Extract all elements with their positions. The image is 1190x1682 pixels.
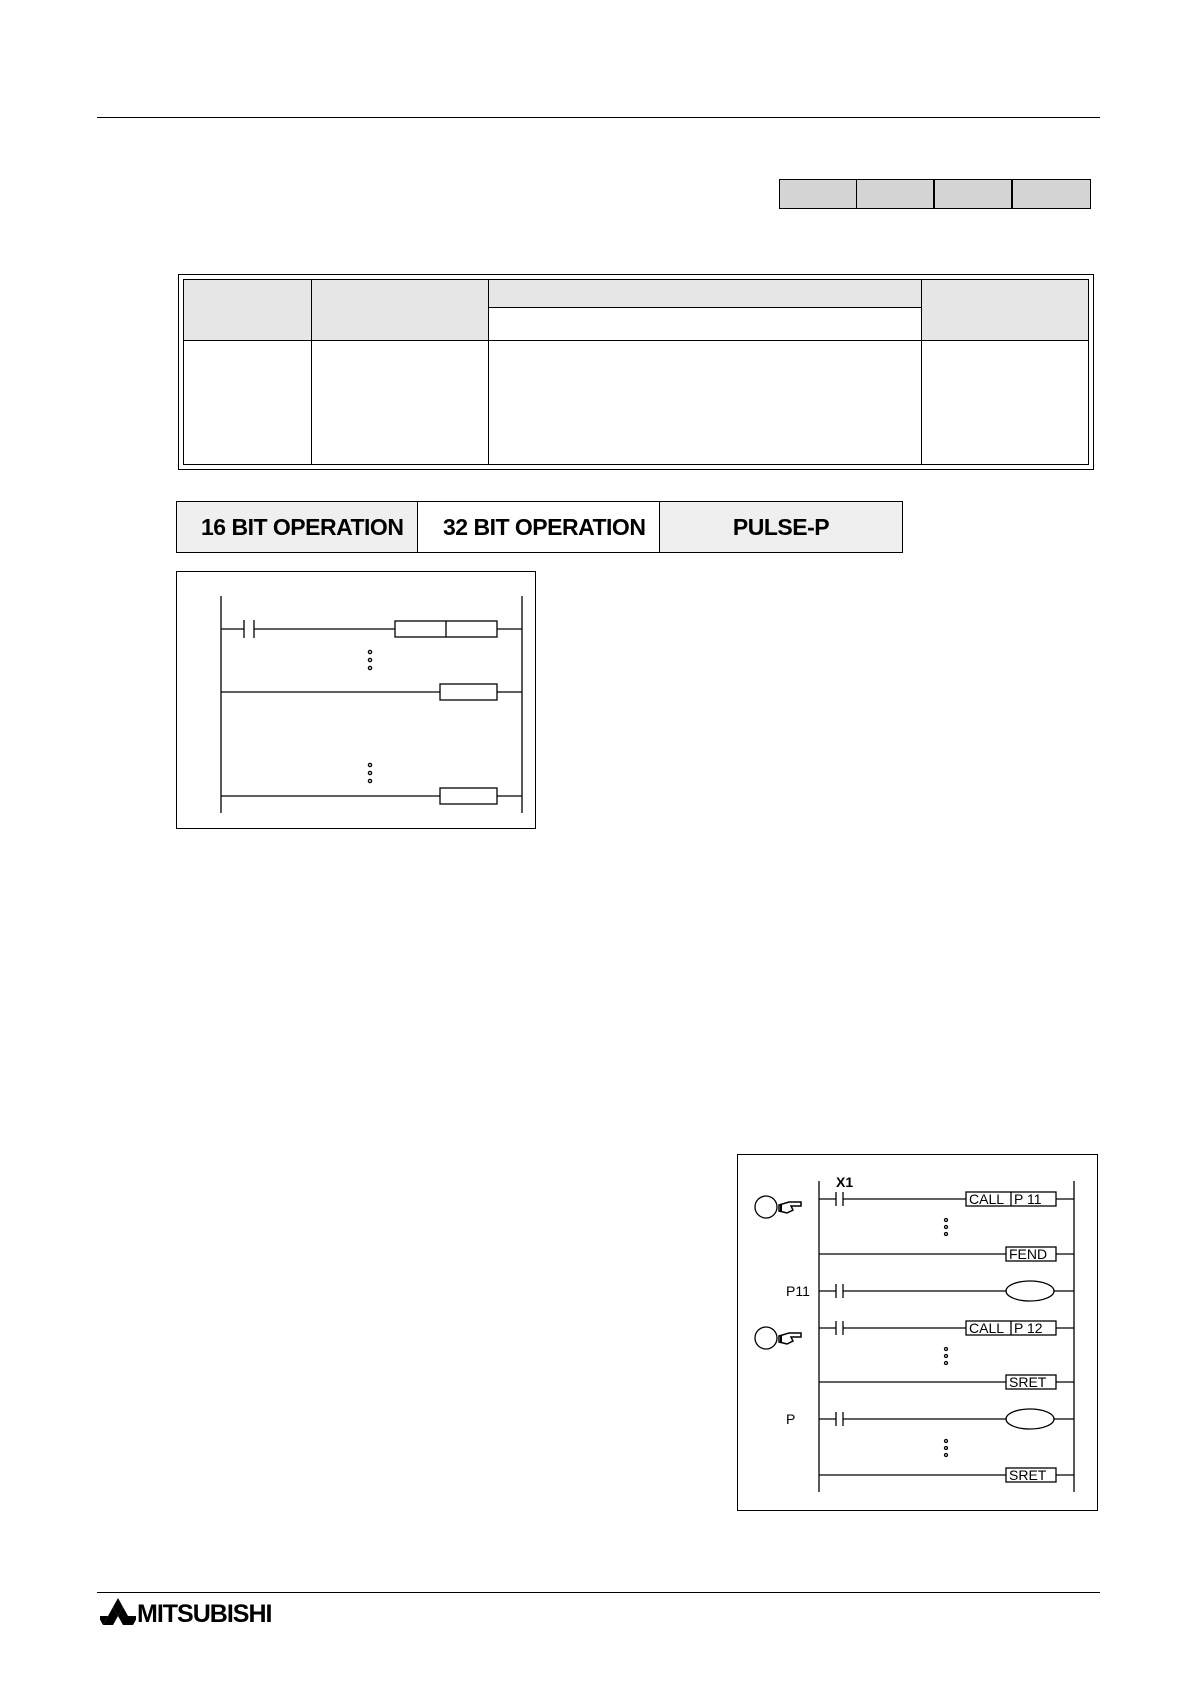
call-instruction-2: CALL (969, 1320, 1005, 1336)
sret-instruction-2: SRET (1009, 1467, 1047, 1483)
sret-instruction-1: SRET (1009, 1374, 1047, 1390)
header-tab-3 (934, 179, 1012, 209)
example-diagram-panel (737, 1154, 1098, 1511)
brand-name: MITSUBISHI (137, 1600, 272, 1628)
continuation-dot (368, 771, 371, 774)
pointing-hand-icon (779, 1333, 801, 1344)
op-32bit (417, 501, 660, 553)
spec-table (178, 274, 1094, 470)
continuation-dot (368, 763, 371, 766)
format-diagram-panel (176, 571, 536, 829)
spec-header-cell-3 (489, 280, 922, 308)
spec-header-cell-4 (922, 280, 1089, 341)
spec-header-cell-1 (184, 280, 312, 341)
op-16bit-label: 16 BIT OPERATION (201, 514, 404, 540)
sret-instruction-box (440, 788, 497, 804)
continuation-dot (368, 666, 371, 669)
call-operand-1: P 11 (1014, 1191, 1042, 1207)
spec-subheader-cell (489, 308, 922, 341)
fend-instruction-box (440, 684, 497, 700)
op-pulse-label: PULSE-P (732, 514, 830, 540)
contact-x1-label: X1 (836, 1174, 854, 1190)
coil-ellipse-1 (1006, 1281, 1054, 1301)
continuation-dot (368, 779, 371, 782)
footer-rule (97, 1592, 1100, 1593)
example-diagram (738, 1155, 1097, 1510)
mitsubishi-logo-icon (100, 1597, 136, 1629)
spec-body-cell-2 (312, 341, 489, 465)
fend-instruction: FEND (1009, 1246, 1048, 1262)
spec-header-cell-2 (312, 280, 489, 341)
header-tab-2 (856, 179, 934, 209)
header-tab-4 (1012, 179, 1091, 209)
op-16bit (176, 501, 418, 553)
step-marker-circle-2 (755, 1327, 777, 1349)
pointer-p11-label: P11 (786, 1283, 810, 1299)
header-tab-1 (779, 179, 857, 209)
header-rule (97, 117, 1100, 118)
op-32bit-label: 32 BIT OPERATION (443, 514, 646, 540)
spec-body-cell-3 (489, 341, 922, 465)
continuation-dot (368, 650, 371, 653)
coil-ellipse-2 (1006, 1409, 1054, 1429)
pointing-hand-icon (779, 1202, 801, 1213)
continuation-dot (368, 658, 371, 661)
call-instruction-1: CALL (969, 1191, 1005, 1207)
format-diagram (177, 572, 535, 828)
step-marker-circle-1 (755, 1196, 777, 1218)
pointer-p-label: P (786, 1411, 796, 1427)
op-pulse (659, 501, 903, 553)
call-operand-2: P 12 (1014, 1320, 1043, 1336)
spec-body-cell-4 (922, 341, 1089, 465)
spec-body-cell-1 (184, 341, 312, 465)
